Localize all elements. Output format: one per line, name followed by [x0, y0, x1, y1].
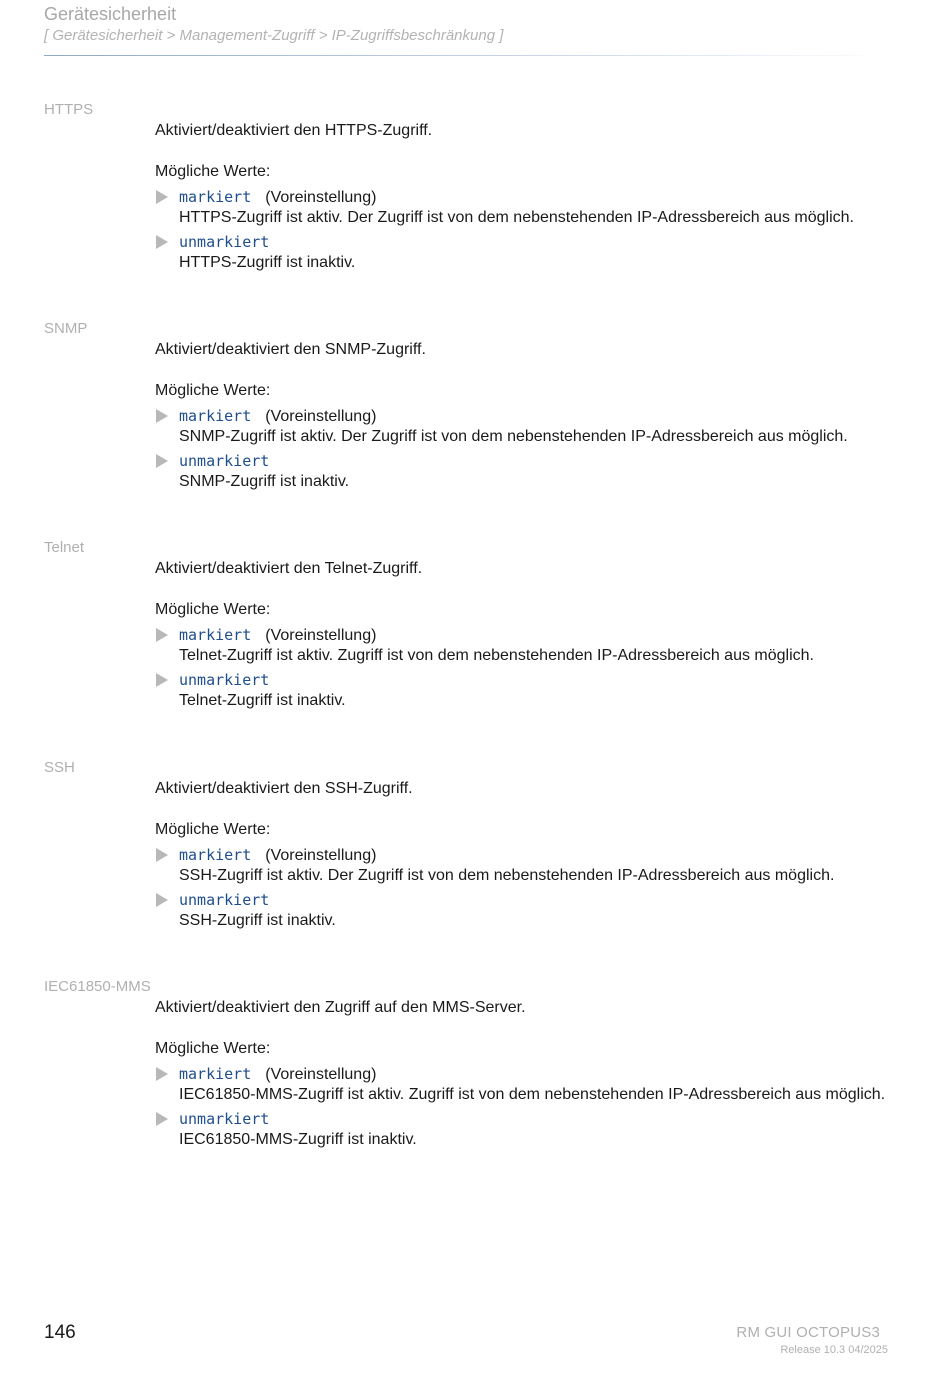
- values-title: Mögliche Werte:: [155, 163, 271, 180]
- value-item: [155, 1064, 895, 1105]
- value-description: SNMP-Zugriff ist inaktiv.: [179, 473, 350, 490]
- value-code: unmarkiert: [179, 891, 270, 909]
- value-item: [155, 187, 895, 228]
- bullet-triangle-icon: [156, 454, 168, 468]
- section-label: HTTPS: [44, 101, 94, 118]
- section-description: Aktiviert/deaktiviert den SNMP-Zugriff.: [155, 341, 426, 358]
- value-default: (Voreinstellung): [265, 627, 377, 644]
- bullet-triangle-icon: [156, 190, 168, 204]
- section-description: Aktiviert/deaktiviert den Zugriff auf den MMS-Server.: [155, 999, 526, 1016]
- bullet-triangle-icon: [156, 409, 168, 423]
- value-description: IEC61850-MMS-Zugriff ist inaktiv.: [179, 1131, 417, 1148]
- section-body: [155, 997, 895, 1154]
- value-default: (Voreinstellung): [265, 408, 377, 425]
- value-item: [155, 670, 895, 711]
- value-item: [155, 406, 895, 447]
- value-description: SSH-Zugriff ist inaktiv.: [179, 912, 336, 929]
- section-description: Aktiviert/deaktiviert den SSH-Zugriff.: [155, 780, 413, 797]
- section-body: [155, 120, 895, 277]
- bullet-triangle-icon: [156, 673, 168, 687]
- bullet-triangle-icon: [156, 1112, 168, 1126]
- value-item: [155, 845, 895, 886]
- section-body: [155, 778, 895, 935]
- value-item: [155, 1109, 895, 1150]
- value-item: [155, 232, 895, 273]
- breadcrumb: [ Gerätesicherheit > Management-Zugriff > IP-Zugriffsbeschränkung ]: [44, 27, 504, 44]
- value-description: HTTPS-Zugriff ist aktiv. Der Zugriff ist von dem nebenstehenden IP-Adressbereich aus möglich.: [179, 209, 854, 226]
- value-item: [155, 451, 895, 492]
- footer-release: Release 10.3 04/2025: [780, 1344, 888, 1356]
- page-title: Gerätesicherheit: [44, 4, 177, 24]
- value-default: (Voreinstellung): [265, 1066, 377, 1083]
- value-code: markiert: [179, 626, 252, 644]
- value-code: markiert: [179, 407, 252, 425]
- values-title: Mögliche Werte:: [155, 382, 271, 399]
- value-description: Telnet-Zugriff ist inaktiv.: [179, 692, 346, 709]
- value-item: [155, 890, 895, 931]
- value-description: HTTPS-Zugriff ist inaktiv.: [179, 254, 356, 271]
- value-description: SNMP-Zugriff ist aktiv. Der Zugriff ist von dem nebenstehenden IP-Adressbereich aus möglich.: [179, 428, 848, 445]
- values-title: Mögliche Werte:: [155, 601, 271, 618]
- page-number: 146: [44, 1322, 76, 1343]
- header-divider: [44, 55, 864, 56]
- section-body: [155, 558, 895, 715]
- page-header: [44, 2, 864, 46]
- value-item: [155, 625, 895, 666]
- bullet-triangle-icon: [156, 1067, 168, 1081]
- section-body: [155, 339, 895, 496]
- value-code: unmarkiert: [179, 1110, 270, 1128]
- section-label: SSH: [44, 759, 75, 776]
- bullet-triangle-icon: [156, 893, 168, 907]
- values-title: Mögliche Werte:: [155, 1040, 271, 1057]
- value-code: unmarkiert: [179, 452, 270, 470]
- value-code: markiert: [179, 846, 252, 864]
- value-description: SSH-Zugriff ist aktiv. Der Zugriff ist von dem nebenstehenden IP-Adressbereich aus möglich.: [179, 867, 835, 884]
- section-description: Aktiviert/deaktiviert den Telnet-Zugriff.: [155, 560, 423, 577]
- value-default: (Voreinstellung): [265, 847, 377, 864]
- section-label: IEC61850-MMS: [44, 978, 151, 995]
- footer-product: RM GUI OCTOPUS3: [736, 1324, 880, 1341]
- bullet-triangle-icon: [156, 848, 168, 862]
- section-description: Aktiviert/deaktiviert den HTTPS-Zugriff.: [155, 122, 433, 139]
- value-code: markiert: [179, 1065, 252, 1083]
- value-description: IEC61850-MMS-Zugriff ist aktiv. Zugriff ist von dem nebenstehenden IP-Adressbereich aus möglich.: [179, 1086, 886, 1103]
- bullet-triangle-icon: [156, 628, 168, 642]
- section-label: Telnet: [44, 539, 85, 556]
- value-default: (Voreinstellung): [265, 189, 377, 206]
- value-code: markiert: [179, 188, 252, 206]
- value-code: unmarkiert: [179, 671, 270, 689]
- bullet-triangle-icon: [156, 235, 168, 249]
- value-code: unmarkiert: [179, 233, 270, 251]
- value-description: Telnet-Zugriff ist aktiv. Zugriff ist von dem nebenstehenden IP-Adressbereich aus möglich.: [179, 647, 814, 664]
- section-label: SNMP: [44, 320, 88, 337]
- values-title: Mögliche Werte:: [155, 821, 271, 838]
